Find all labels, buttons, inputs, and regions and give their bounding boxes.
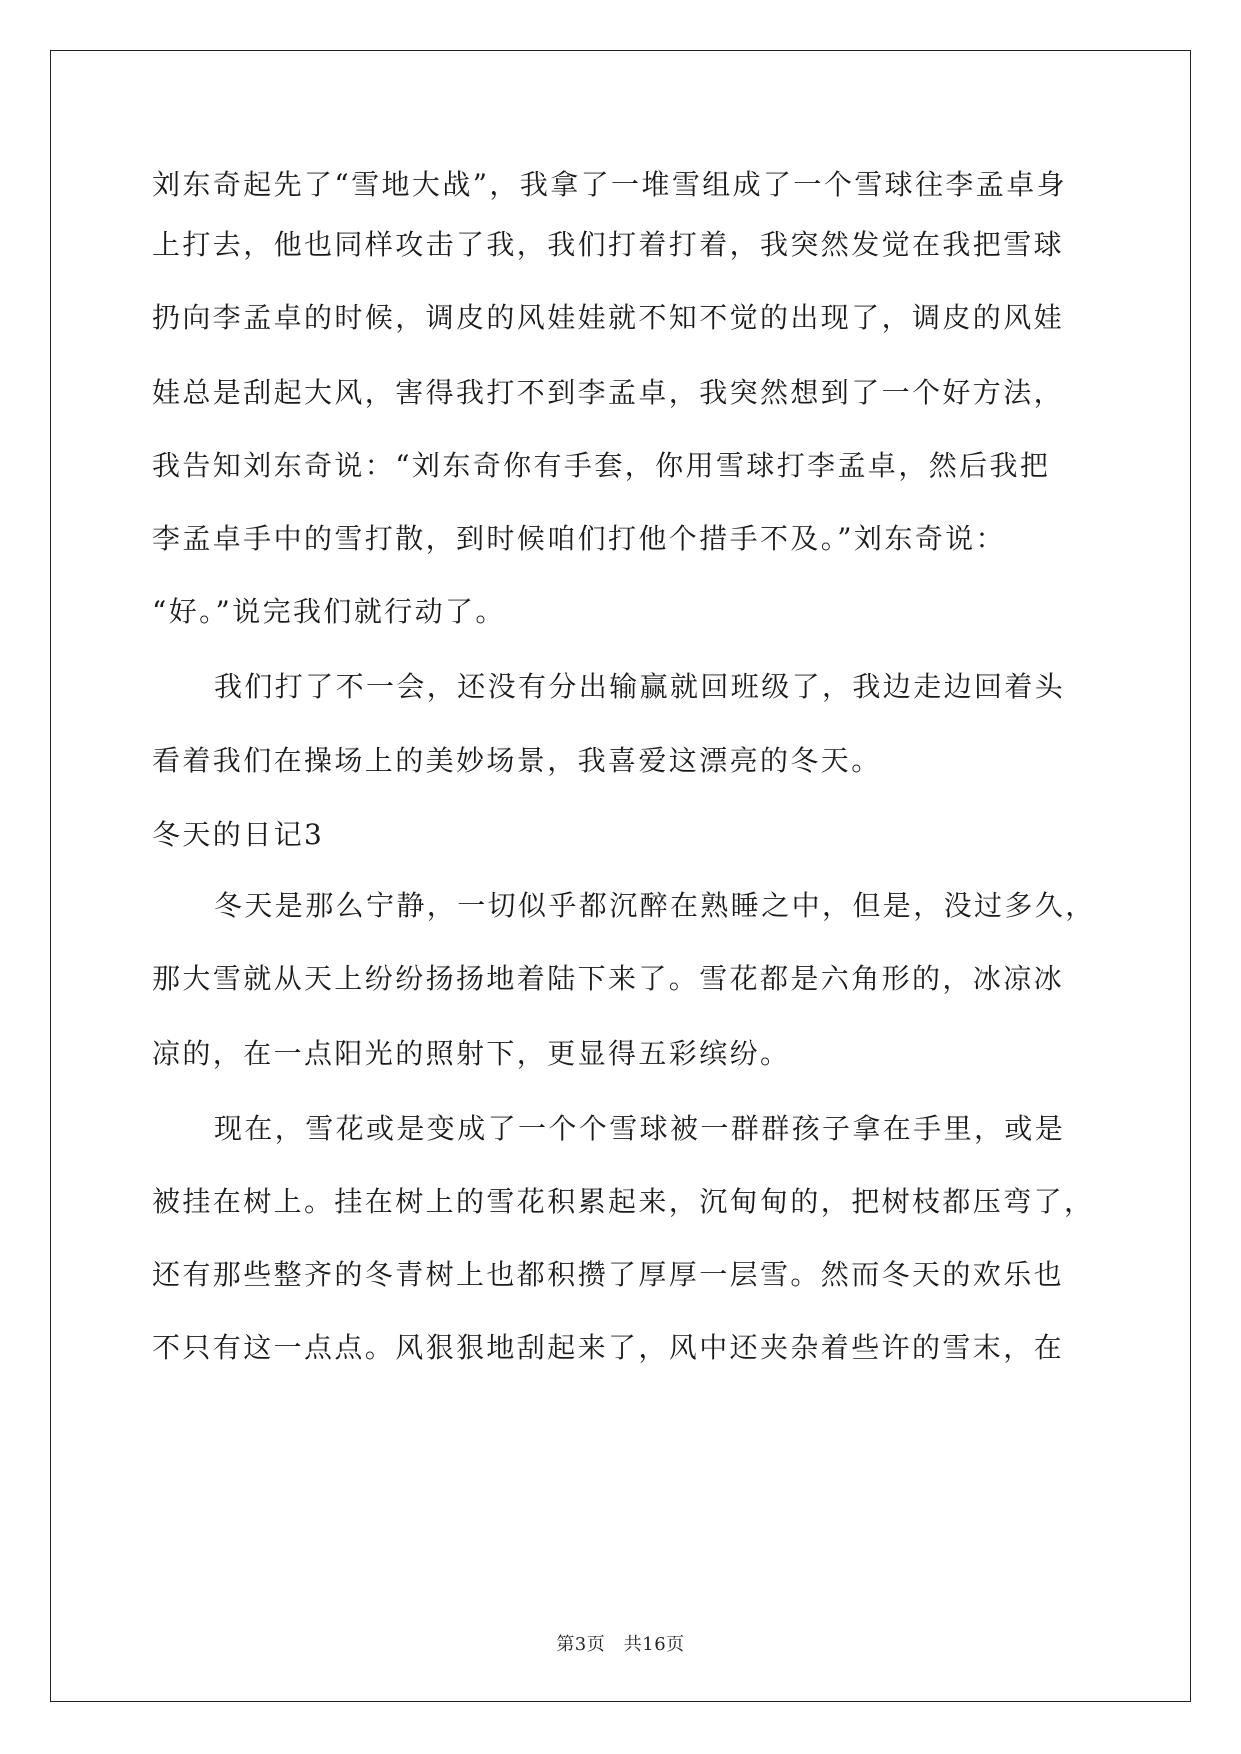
page-number: 第3页 共16页 (556, 1634, 685, 1655)
text-line: 还有那些整齐的冬青树上也都积攒了厚厚一层雪。然而冬天的欢乐也 (152, 1258, 1065, 1291)
text-line: 现在，雪花或是变成了一个个雪球被一群群孩子拿在手里，或是 (214, 1112, 1066, 1145)
section-heading: 冬天的日记3 (152, 818, 325, 851)
text-line: 刘东奇起先了“雪地大战”，我拿了一堆雪组成了一个雪球往李孟卓身 (152, 168, 1068, 201)
text-line: 上打去，他也同样攻击了我，我们打着打着，我突然发觉在我把雪球 (152, 228, 1065, 261)
text-line: 那大雪就从天上纷纷扬扬地着陆下来了。雪花都是六角形的，冰凉冰 (152, 962, 1065, 995)
text-line: 娃总是刮起大风，害得我打不到李孟卓，我突然想到了一个好方法， (152, 376, 1065, 409)
text-line: 我们打了不一会，还没有分出输赢就回班级了，我边走边回着头 (214, 670, 1066, 703)
text-line: 冬天是那么宁静，一切似乎都沉醉在熟睡之中，但是，没过多久， (214, 889, 1096, 922)
text-line: 凉的，在一点阳光的照射下，更显得五彩缤纷。 (152, 1037, 791, 1070)
text-line: 李孟卓手中的雪打散，到时候咱们打他个措手不及。”刘东奇说： (152, 522, 1006, 555)
text-line: 被挂在树上。挂在树上的雪花积累起来，沉甸甸的，把树枝都压弯了， (152, 1185, 1095, 1218)
text-line: 不只有这一点点。风狠狠地刮起来了，风中还夹杂着些许的雪末，在 (152, 1331, 1065, 1364)
text-line: 扔向李孟卓的时候，调皮的风娃娃就不知不觉的出现了，调皮的风娃 (152, 301, 1065, 334)
text-line: 我告知刘东奇说：“刘东奇你有手套，你用雪球打李孟卓，然后我把 (152, 449, 1051, 482)
text-line: 看着我们在操场上的美妙场景，我喜爱这漂亮的冬天。 (152, 744, 882, 777)
text-line: “好。”说完我们就行动了。 (152, 595, 506, 628)
